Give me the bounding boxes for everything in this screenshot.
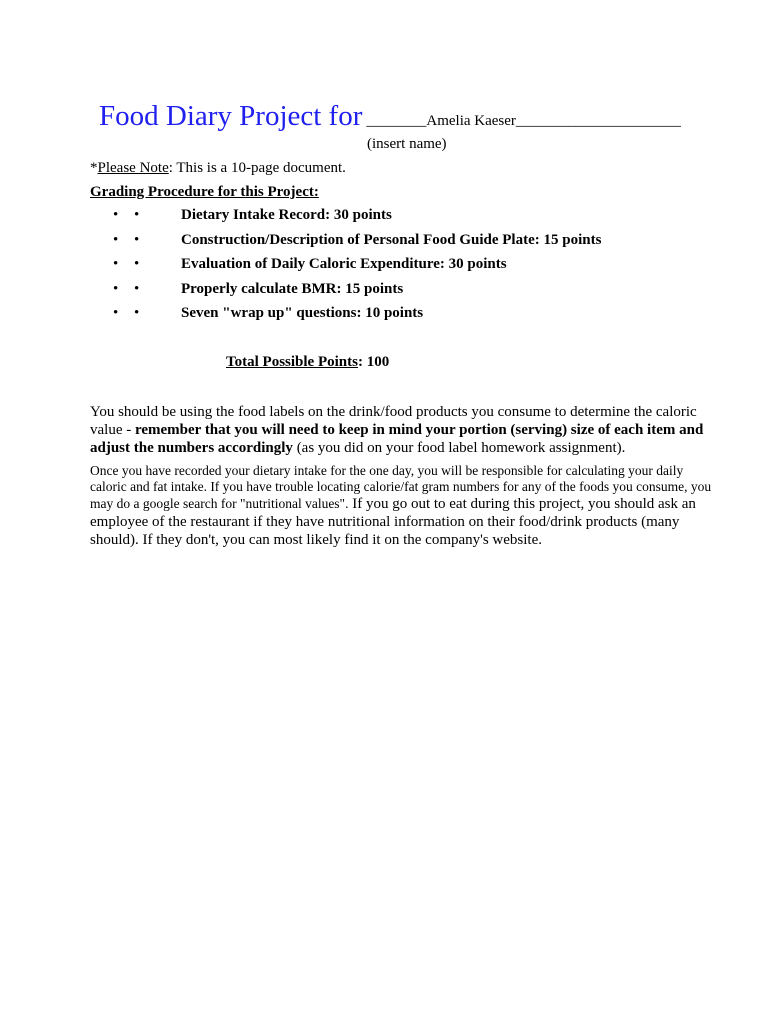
page-note <box>90 160 346 177</box>
total-points <box>226 354 389 371</box>
paragraph-food-labels <box>90 403 720 457</box>
bullet-inner: • <box>134 256 140 272</box>
list-item <box>0 305 768 330</box>
grading-list <box>0 207 768 330</box>
bullet-outer: • <box>113 280 119 297</box>
paragraph-text: You should be using the food labels on the drink/food products you consume to determine the caloric value - <box>90 404 697 438</box>
total-label: Total Possible Points <box>226 354 358 370</box>
paragraph-emphasis: remember that you will need to keep in mind your portion (serving) size of each item and adjust the numbers accordingly <box>90 422 704 456</box>
list-item <box>0 207 768 232</box>
grading-item: Evaluation of Daily Caloric Expenditure: 30 points <box>181 256 507 272</box>
grading-item: Properly calculate BMR: 15 points <box>181 280 404 297</box>
page-title: Food Diary Project for <box>99 100 363 132</box>
paragraph-text: If you go out to eat during this project, you should ask an employee of the restaurant if they have nutritional information on their food/drink products (many should). If they don't, you can most likely find it on the company's website. <box>90 496 696 548</box>
bullet-outer: • <box>113 231 119 248</box>
grading-item: Dietary Intake Record: 30 points <box>181 207 392 223</box>
paragraph-text: (as you did on your food label homework assignment). <box>292 440 626 456</box>
grading-item: Seven "wrap up" questions: 10 points <box>181 305 424 321</box>
paragraph-calculation <box>90 463 720 549</box>
list-item <box>0 281 768 306</box>
grading-item: Construction/Description of Personal Food Guide Plate: 15 points <box>181 231 602 248</box>
name-field: ________Amelia Kaeser______________________ <box>366 113 681 129</box>
bullet-outer: • <box>113 305 119 321</box>
title-line <box>99 100 681 133</box>
list-item <box>0 232 768 257</box>
bullet-inner: • <box>134 305 140 321</box>
bullet-outer: • <box>113 256 119 272</box>
list-item <box>0 256 768 281</box>
paragraph-text-small: Once you have recorded your dietary intake for the one day, you will be responsible for calculating your daily caloric and fat intake. If you have trouble locating calorie/fat gram numbers for any of the foods you consume, you may do a google search for "nutritional values". <box>90 463 712 511</box>
note-prefix: * <box>90 160 98 176</box>
grading-heading: Grading Procedure for this Project: <box>90 184 319 200</box>
note-label: Please Note <box>97 160 169 176</box>
note-text: : This is a 10-page document. <box>168 160 346 176</box>
bullet-inner: • <box>134 231 140 248</box>
total-value: : 100 <box>357 354 390 370</box>
bullet-outer: • <box>113 207 119 223</box>
bullet-inner: • <box>134 207 140 223</box>
name-hint: (insert name) <box>367 136 447 152</box>
bullet-inner: • <box>134 280 140 297</box>
